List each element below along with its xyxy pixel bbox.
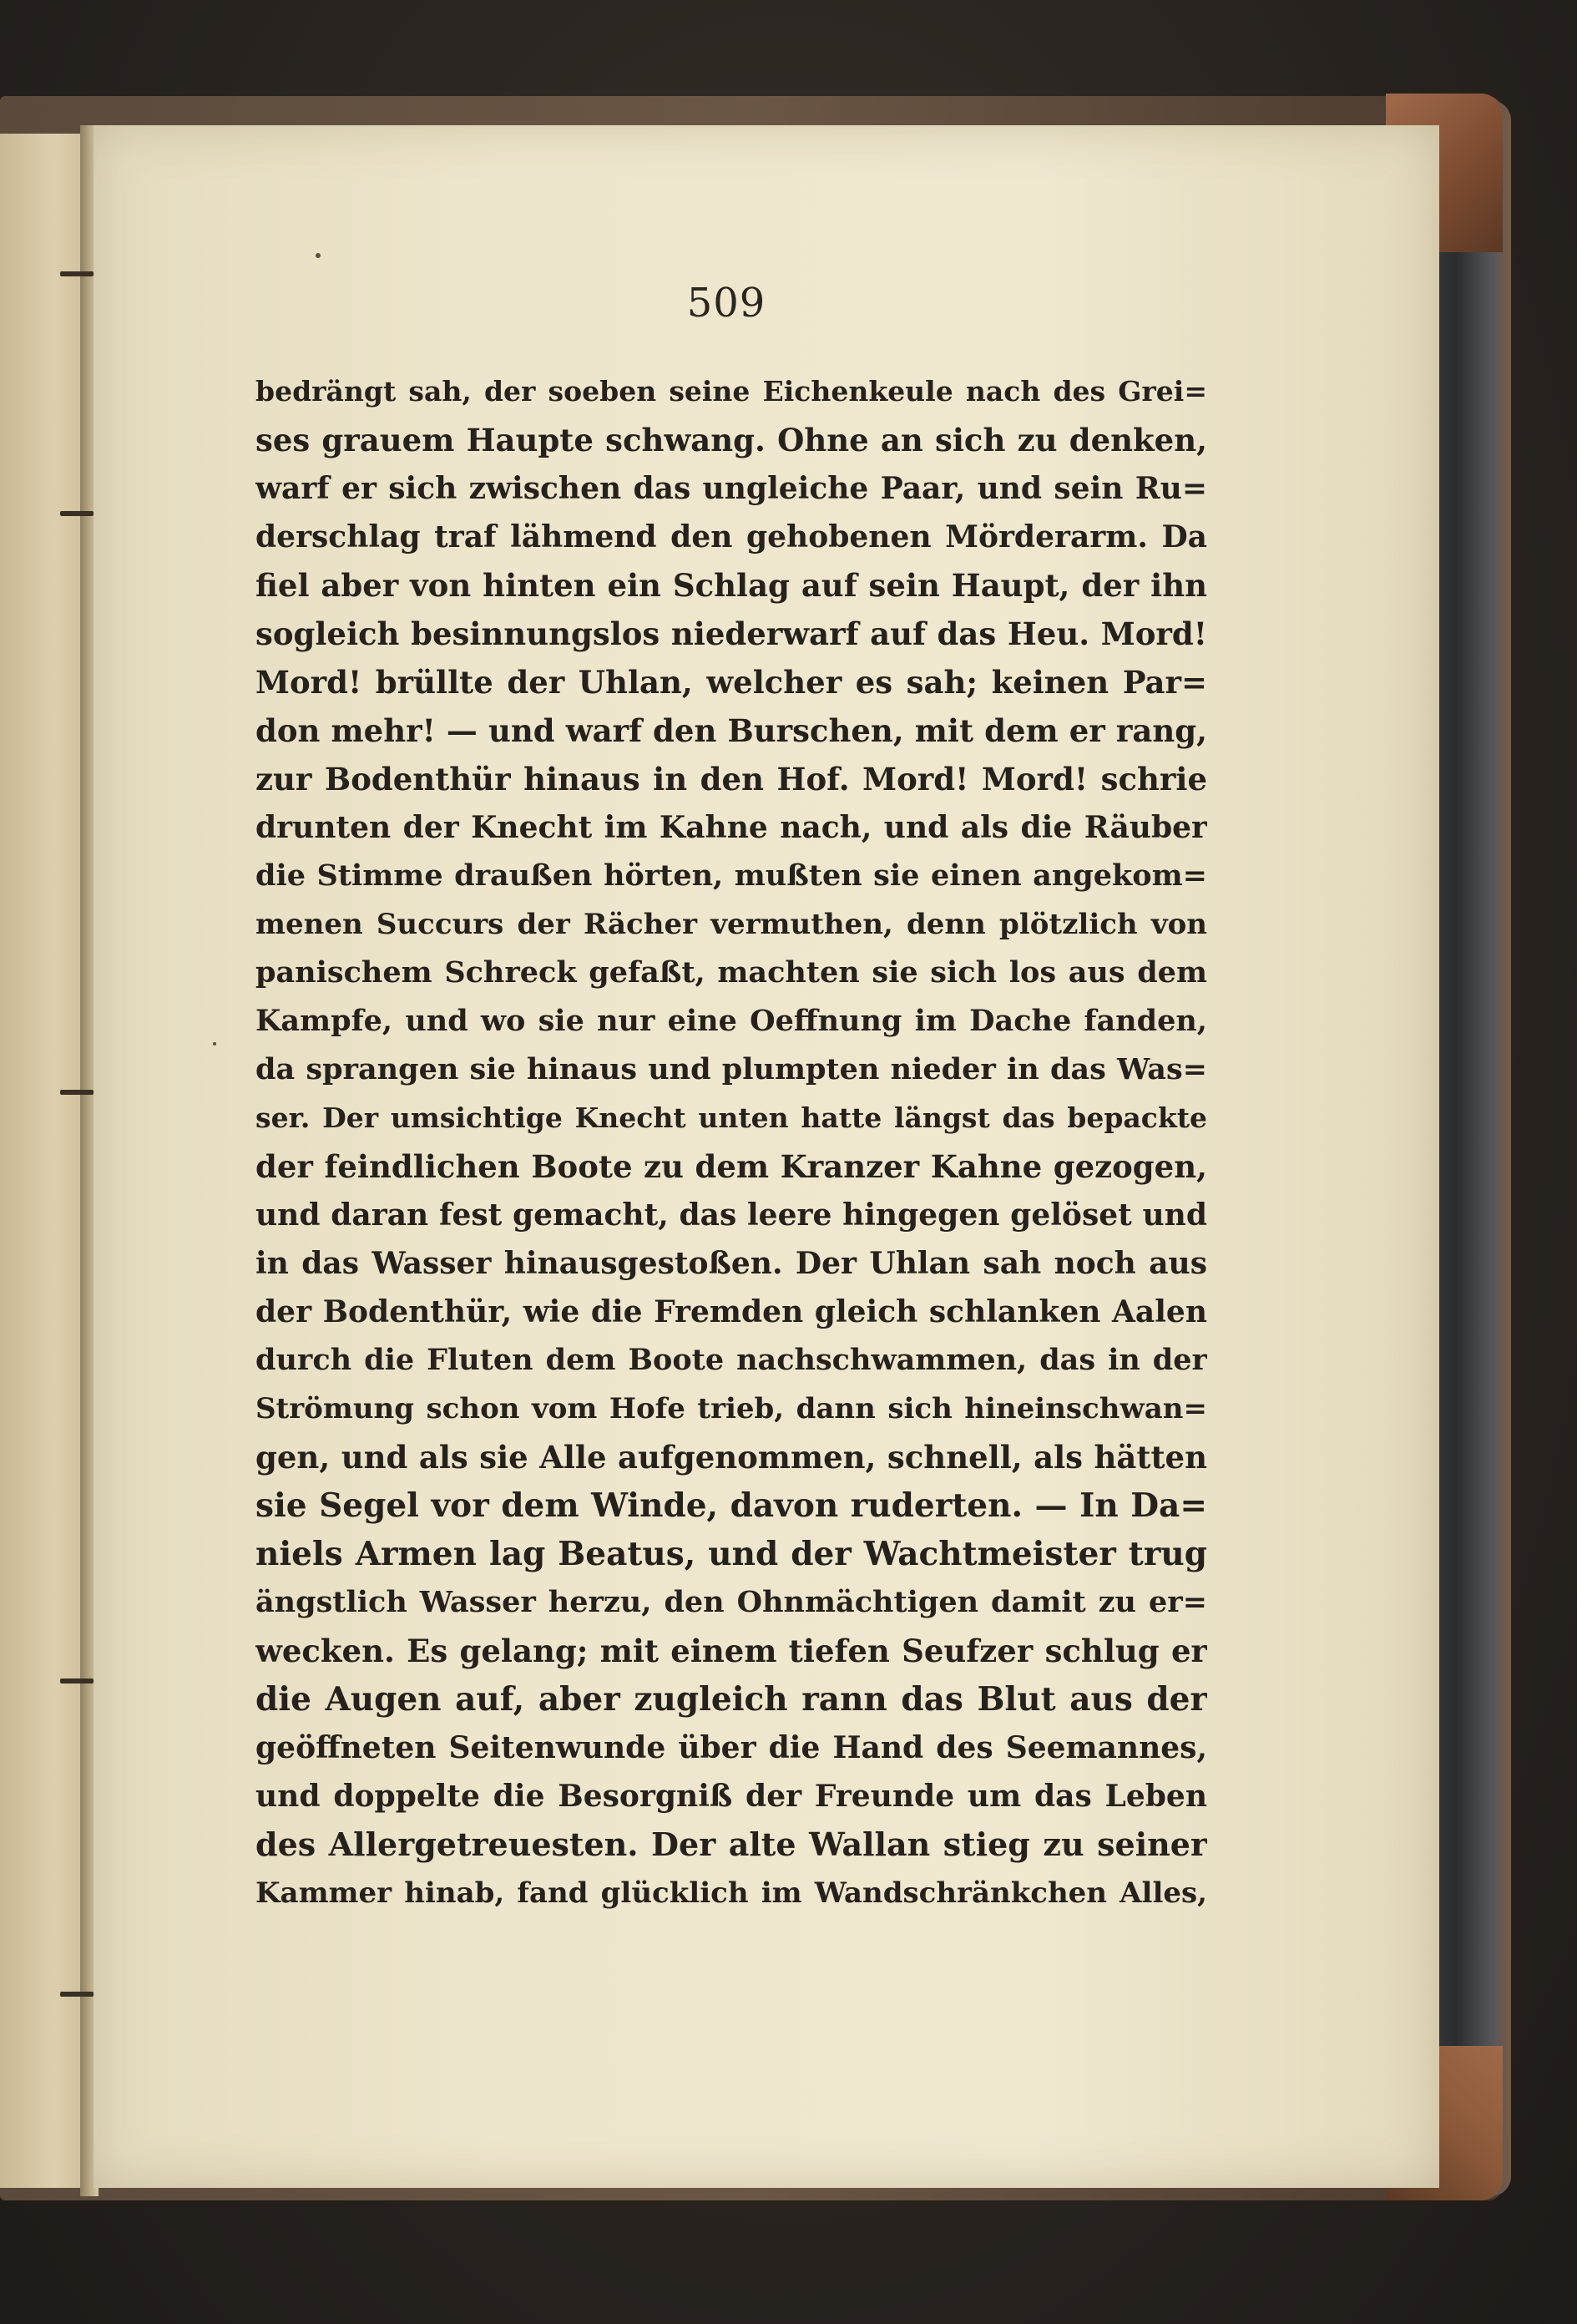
text-line: Mord! brüllte der Uhlan, welcher es sah; keinen Par= — [255, 664, 1207, 701]
binding-stitch — [60, 1992, 94, 1997]
paper-speck — [316, 253, 321, 258]
text-line: die Augen auf, aber zugleich rann das Blut aus der — [255, 1680, 1207, 1719]
text-line: Kampfe, und wo sie nur eine Oeffnung im Dache fanden, — [255, 1004, 1207, 1038]
text-line: menen Succurs der Rächer vermuthen, denn plötzlich von — [255, 908, 1207, 941]
text-line: wecken. Es gelang; mit einem tiefen Seufzer schlug er — [255, 1633, 1207, 1669]
text-line: die Stimme draußen hörten, mußten sie einen angekom= — [255, 858, 1207, 893]
text-line: sie Segel vor dem Winde, davon ruderten. — In Da= — [255, 1486, 1207, 1525]
text-line: durch die Fluten dem Boote nachschwammen, das in der — [255, 1343, 1207, 1377]
binding-stitch — [60, 511, 94, 516]
text-line: panischem Schreck gefaßt, machten sie sich los aus dem — [255, 955, 1207, 990]
text-line: gen, und als sie Alle aufgenommen, schnell, als hätten — [255, 1439, 1207, 1476]
text-line: in das Wasser hinausgestoßen. Der Uhlan sah noch aus — [255, 1246, 1207, 1281]
text-line: der Bodenthür, wie die Fremden gleich schlanken Aalen — [255, 1294, 1207, 1329]
binding-stitch — [60, 271, 94, 276]
text-line: geöffneten Seitenwunde über die Hand des Seemannes, — [255, 1730, 1207, 1765]
text-line: warf er sich zwischen das ungleiche Paar, und sein Ru= — [255, 471, 1207, 506]
text-line: don mehr! — und warf den Burschen, mit dem er rang, — [255, 712, 1207, 749]
binding-stitch — [60, 1678, 94, 1684]
paper-speck — [213, 1042, 216, 1046]
text-line: niels Armen lag Beatus, und der Wachtmeister trug — [255, 1535, 1207, 1573]
text-line: des Allergetreuesten. Der alte Wallan stieg zu seiner — [255, 1825, 1207, 1863]
text-line: und doppelte die Besorgniß der Freunde um das Leben — [255, 1779, 1207, 1814]
text-line: ses grauem Haupte schwang. Ohne an sich zu denken, — [255, 422, 1207, 458]
text-line: fiel aber von hinten ein Schlag auf sein Haupt, der ihn — [255, 567, 1207, 604]
text-line: ser. Der umsichtige Knecht unten hatte längst das bepackte — [255, 1101, 1207, 1134]
text-line: der feindlichen Boote zu dem Kranzer Kahne gezogen, — [255, 1148, 1207, 1185]
text-line: derschlag traf lähmend den gehobenen Mörderarm. Da — [255, 519, 1207, 554]
text-line: bedrängt sah, der soeben seine Eichenkeule nach des Grei= — [255, 375, 1207, 408]
previous-page-edge — [0, 134, 90, 2188]
binding-stitch — [60, 1090, 94, 1095]
text-line: sogleich besinnungslos niederwarf auf das Heu. Mord! — [255, 615, 1207, 652]
text-line: und daran fest gemacht, das leere hingegen gelöset und — [255, 1197, 1207, 1233]
page-number: 509 — [686, 280, 766, 327]
text-line: drunten der Knecht im Kahne nach, und als die Räuber — [255, 810, 1207, 845]
text-line: ängstlich Wasser herzu, den Ohnmächtigen damit zu er= — [255, 1585, 1207, 1619]
text-line: da sprangen sie hinaus und plumpten nieder in das Was= — [255, 1052, 1207, 1086]
body-text — [255, 367, 1207, 1917]
text-line: zur Bodenthür hinaus in den Hof. Mord! Mord! schrie — [255, 761, 1207, 797]
text-line: Strömung schon vom Hofe trieb, dann sich hineinschwan= — [255, 1392, 1207, 1425]
text-line: Kammer hinab, fand glücklich im Wandschränkchen Alles, — [255, 1876, 1207, 1910]
